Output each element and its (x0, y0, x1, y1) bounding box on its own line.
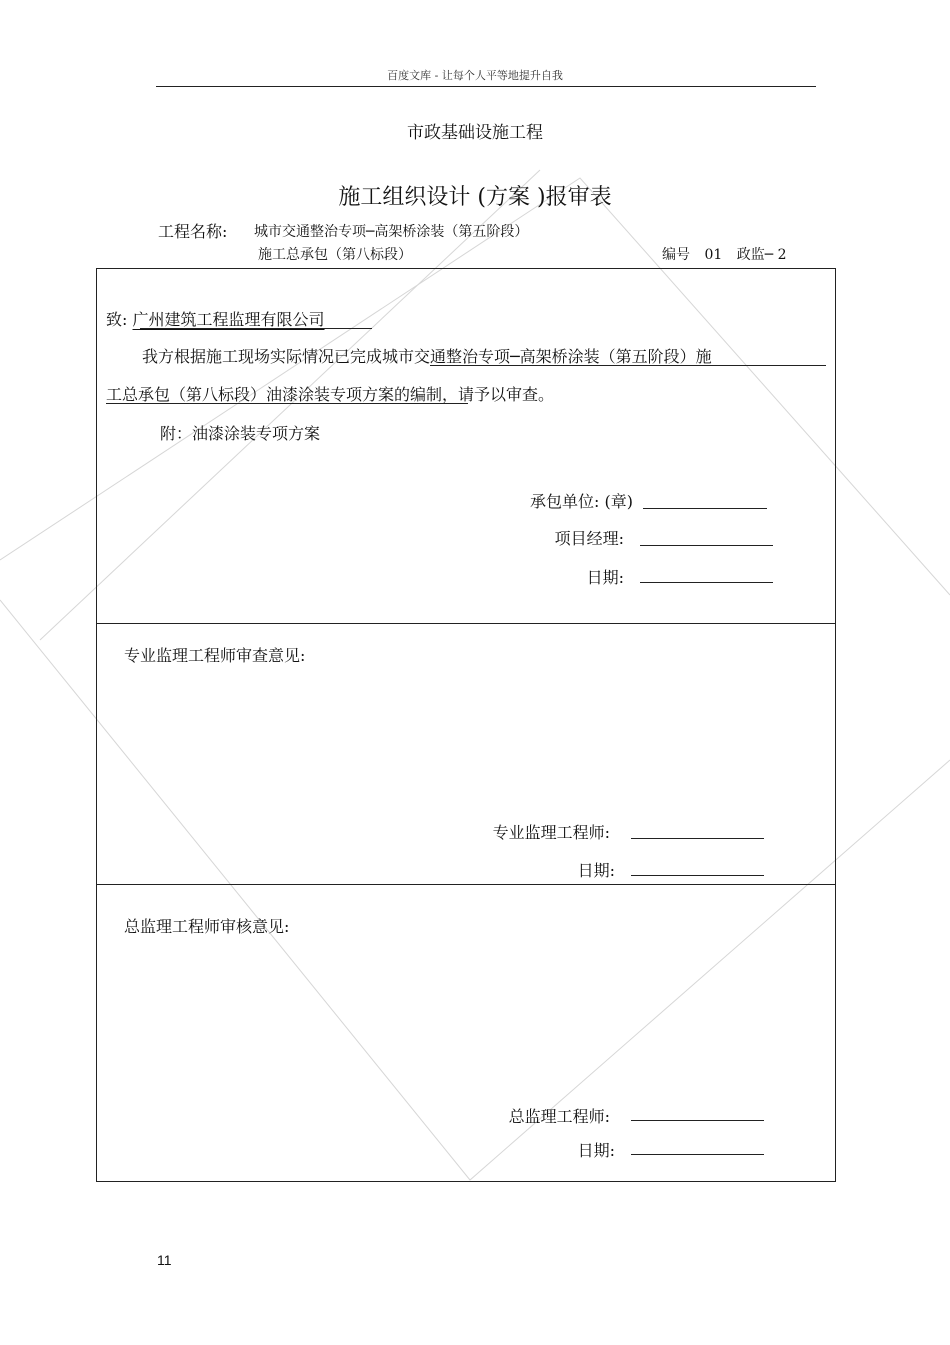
page-number: 11 (157, 1252, 172, 1268)
manager-signature-line[interactable] (640, 545, 773, 546)
header-rule (156, 86, 816, 87)
specialist-signature-line[interactable] (631, 838, 764, 839)
organization-title: 市政基础设施工程 (407, 123, 543, 143)
body-line-1-underline (430, 365, 826, 366)
page-header: 百度文库 - 让每个人平等地提升自我 (387, 69, 563, 82)
doc-no-value: 01 (704, 247, 723, 263)
recipient-company: 广州建筑工程监理有限公司 (132, 310, 325, 329)
contractor-label: 承包单位: (章) (530, 492, 633, 511)
chief-review-heading: 总监理工程师审核意见: (124, 917, 290, 936)
body-part4: ，请予以审查。 (442, 385, 555, 404)
recipient-line (106, 307, 325, 330)
body-line-2 (106, 382, 554, 405)
date-line-1[interactable] (640, 582, 773, 583)
date-label-3: 日期: (577, 1141, 615, 1160)
project-name-line2: 施工总承包（第八标段） (258, 247, 412, 263)
project-label: 工程名称: (158, 222, 228, 241)
manager-label: 项目经理: (554, 529, 624, 548)
chief-signature-line[interactable] (631, 1120, 764, 1121)
date-label-2: 日期: (577, 861, 615, 880)
to-label: 致: (106, 310, 128, 329)
body-line-1 (142, 344, 712, 367)
project-name-line1: 城市交通整治专项─高架桥涂装（第五阶段） (254, 224, 529, 240)
body-part1: 我方根据施工现场实际情况已完成 (142, 347, 383, 366)
chief-engineer-label: 总监理工程师: (508, 1107, 610, 1126)
doc-no-label: 编号 (662, 247, 690, 263)
body-line-2-underline (106, 403, 468, 404)
doc-code: 政监─ 2 (736, 247, 787, 263)
date-line-2[interactable] (631, 875, 764, 876)
recipient-underline (140, 328, 372, 329)
section-divider-2 (96, 884, 836, 885)
section-divider-1 (96, 623, 836, 624)
form-table (96, 268, 836, 1182)
specialist-engineer-label: 专业监理工程师: (492, 823, 610, 842)
contractor-signature-line[interactable] (643, 508, 767, 509)
form-title: 施工组织设计 (方案 )报审表 (338, 185, 612, 210)
body-part3: 工总承包（第八标段）油漆涂装专项方案的编制 (106, 385, 443, 404)
attachment-line: 附：油漆涂装专项方案 (160, 424, 321, 443)
body-part2: 城市交通整治专项─高架桥涂装（第五阶段）施 (382, 347, 712, 366)
date-label-1: 日期: (586, 568, 624, 587)
specialist-review-heading: 专业监理工程师审查意见: (124, 646, 306, 665)
document-number (662, 244, 797, 264)
date-line-3[interactable] (631, 1154, 764, 1155)
